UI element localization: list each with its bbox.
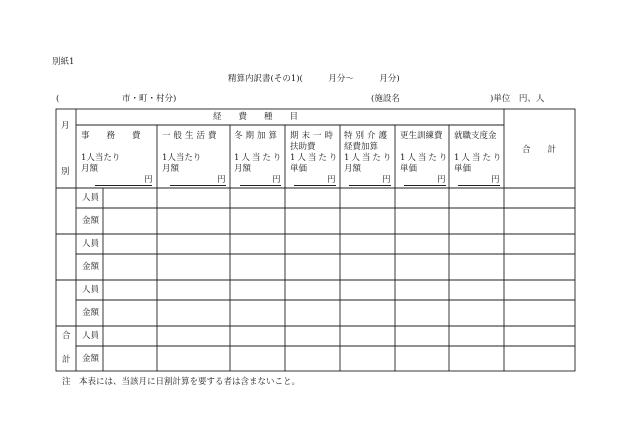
- document-title: 精算内訳書(その1)( 月分〜 月分): [228, 74, 400, 84]
- amount-label: 金額: [82, 308, 100, 318]
- yen-unit: 円: [272, 175, 281, 185]
- yen-unit: 円: [491, 175, 500, 185]
- column-header-winter-addition: 冬期加算 1人当たり 月額: [234, 131, 284, 174]
- expense-category-header: 経 費 種 目: [213, 112, 299, 122]
- people-label: 人員: [82, 285, 100, 295]
- attachment-label: 別紙1: [52, 57, 75, 67]
- total-row-label-top: 合: [62, 331, 71, 341]
- amount-label: 金額: [82, 262, 100, 272]
- yen-unit: 円: [144, 175, 153, 185]
- yen-unit: 円: [437, 175, 446, 185]
- yen-unit: 円: [382, 175, 391, 185]
- amount-label: 金額: [82, 354, 100, 364]
- people-label: 人員: [82, 193, 100, 203]
- unit-label: )単位 円、人: [490, 94, 545, 104]
- column-header-special-care-addition: 特別介護 経費加算 1人当たり 月額: [344, 131, 394, 174]
- total-row-label-bottom: 計: [62, 355, 71, 365]
- column-header-year-end-allowance: 期末一時 扶助費 1人当たり 単価: [290, 131, 340, 174]
- facility-label: (施設名: [371, 94, 400, 104]
- month-label: 月: [61, 121, 70, 131]
- footnote: 注 本表には、当該月に日割計算を要する者は含まないこと。: [62, 377, 301, 387]
- yen-unit: 円: [327, 175, 336, 185]
- column-header-office-expense: 事 務 費 1人当たり 月額: [81, 131, 141, 174]
- people-label: 人員: [82, 331, 100, 341]
- total-column-header: 合 計: [522, 145, 557, 155]
- column-header-rehab-training: 更生訓練費 1人当たり 単価: [400, 131, 450, 174]
- paren-open: (: [56, 94, 60, 104]
- amount-label: 金額: [82, 216, 100, 226]
- yen-unit: 円: [217, 175, 226, 185]
- municipality-label: 市・町・村分): [122, 94, 177, 104]
- separate-label: 別: [61, 167, 70, 177]
- column-header-living-expense: 一般生活費 1人当たり 月額: [162, 131, 220, 174]
- column-header-job-preparation: 就職支度金 1人当たり 単価: [454, 131, 504, 174]
- people-label: 人員: [82, 239, 100, 249]
